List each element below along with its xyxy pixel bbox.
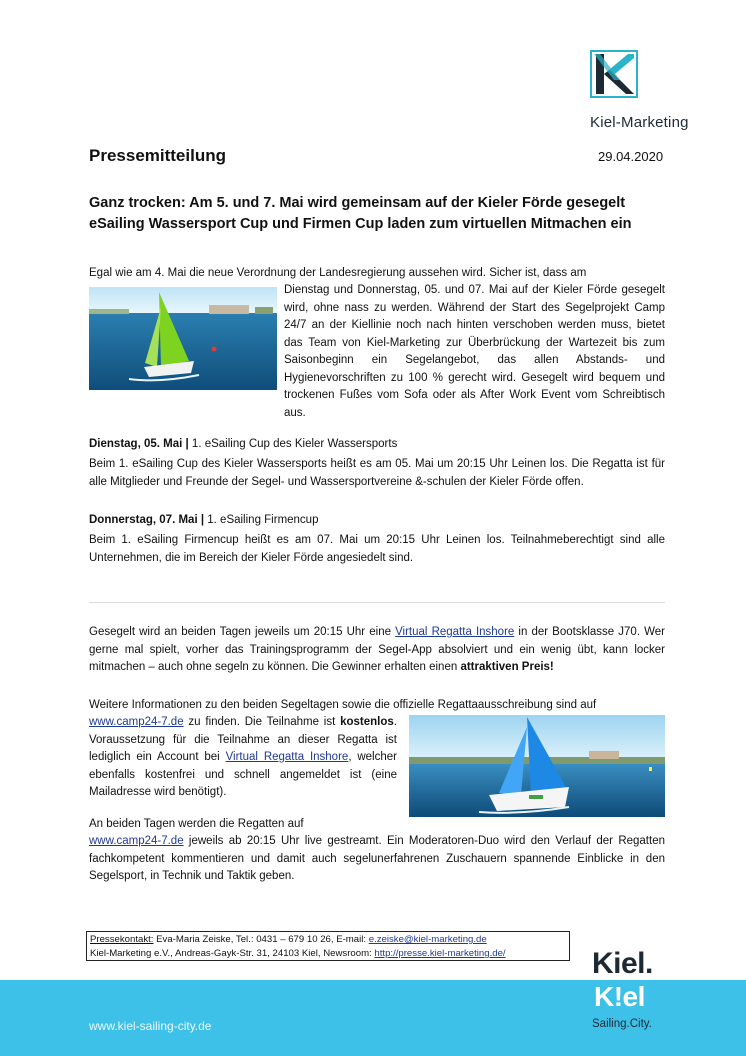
intro-paragraph: Dienstag und Donnerstag, 05. und 07. Mai auf der Kieler Förde gesegelt wird, ohne nass zu werden. Während der Start des Segelprojekt Camp 24/7 an der Kiellinie noch nach hinten verschoben werden muss, bietet das Team von Kiel-Marketing zur Überbrückung der Wartezeit bis zum Saisonbeginn ein Segelangebot, das allen Abstands- und Hygienevorschriften zu 100 % gerecht wird. Gesegelt wird bequem und trockenen Fußes vom Sofa oder als After Work Event vom Schreibtisch aus. [284,284,665,419]
kiel-logo-flipped-text: K!el [594,981,645,1012]
info-first-line: Weitere Informationen zu den beiden Segeltagen sowie die offizielle Regattaausschreibung sind auf [89,699,597,711]
regatta-text-pre: Gesegelt wird an beiden Tagen jeweils um 20:15 Uhr eine [89,626,396,638]
kiel-logo-text: Kiel. [592,947,653,980]
page-title: Pressemitteilung [89,146,226,165]
day2-text: Beim 1. eSailing Firmencup heißt es am 07. Mai um 20:15 Uhr Leinen los. Teilnahmeberechtigt sind alle Unternehmen, die im Bereich der Kieler Förde angesiedelt sind. [89,534,665,564]
regatta-text-mid: in der Bootsklasse J70. Wer gerne mal spielt, vorher das Trainingsprogramm der Segel-App absolviert und ein wenig übt, kann locker mitmachen – auch ohne segeln zu können. Die Gewinner erhalten einen [89,626,665,673]
day1-text: Beim 1. eSailing Cup des Kieler Wassersports heißt es am 05. Mai um 20:15 Uhr Leinen los. Die Regatta ist für alle Mitglieder und Freunde der Segel- und Wassersportvereine &-schulen der Kieler Förde offen. [89,458,665,488]
info-paragraph [89,714,397,802]
press-contact-box [86,931,570,961]
virtual-regatta-link[interactable]: Virtual Regatta Inshore [395,626,515,638]
day2-title: 1. eSailing Firmencup [204,514,319,526]
headline-line-1: Ganz trocken: Am 5. und 7. Mai wird gemeinsam auf der Kieler Förde gesegelt [89,195,626,211]
day2-heading [89,514,318,526]
intro-first-line: Egal wie am 4. Mai die neue Verordnung der Landesregierung aussehen wird. Sicher ist, dass am [89,267,587,279]
contact-line-2 [90,947,566,961]
camp-link-2[interactable]: www.camp24-7.de [89,835,184,847]
footer-url[interactable]: www.kiel-sailing-city.de [89,1019,212,1033]
newsroom-link[interactable]: http://presse.kiel-marketing.de/ [374,948,506,959]
divider [89,602,665,603]
contact-line-1 [90,933,566,947]
headline-line-2: eSailing Wassersport Cup und Firmen Cup laden zum virtuellen Mitmachen ein [89,216,632,232]
info-text-3: , welcher ebenfalls kostenfrei und schnell angemeldet ist (eine Mailadresse wird benötigt). [89,751,397,798]
day1-date: Dienstag, 05. Mai | [89,438,189,450]
headline [89,193,689,235]
prize-text: attraktiven Preis! [460,661,554,673]
contact-text-2: Kiel-Marketing e.V., Andreas-Gayk-Str. 31, 24103 Kiel, Newsroom: [90,948,375,959]
day1-heading [89,438,397,450]
free-text: kostenlos [340,716,394,728]
logo-text: Kiel-Marketing [590,114,689,131]
virtual-regatta-link-2[interactable]: Virtual Regatta Inshore [225,751,349,763]
regatta-paragraph [89,624,665,677]
contact-label: Pressekontakt: [90,934,154,945]
live-text: jeweils ab 20:15 Uhr live gestreamt. Ein Moderatoren-Duo wird den Verlauf der Regatten fachkompetent kommentieren und damit auch segelunerfahrenen Zuschauern spannende Einblicke in den Segelsport, in Technik und Taktik geben. [89,835,665,882]
esailing-boat-image-1 [89,287,277,390]
camp-link-1[interactable]: www.camp24-7.de [89,716,184,728]
sailing-city-tagline: Sailing.City. [592,1018,652,1030]
live-first-line: An beiden Tagen werden die Regatten auf [89,818,304,830]
day1-title: 1. eSailing Cup des Kieler Wassersports [188,438,398,450]
info-text-1: zu finden. Die Teilnahme ist [183,716,341,728]
day2-date: Donnerstag, 07. Mai | [89,514,205,526]
contact-email-link[interactable]: e.zeiske@kiel-marketing.de [368,934,487,945]
live-paragraph [89,833,665,886]
contact-text-1: Eva-Maria Zeiske, Tel.: 0431 – 679 10 26, E-mail: [153,934,369,945]
esailing-boat-image-2 [409,715,665,817]
info-text-2: . Voraussetzung für die Teilnahme an dieser Regatta ist lediglich ein Account bei [89,716,397,763]
press-date: 29.04.2020 [598,149,664,164]
kiel-marketing-logo-icon [590,50,638,98]
